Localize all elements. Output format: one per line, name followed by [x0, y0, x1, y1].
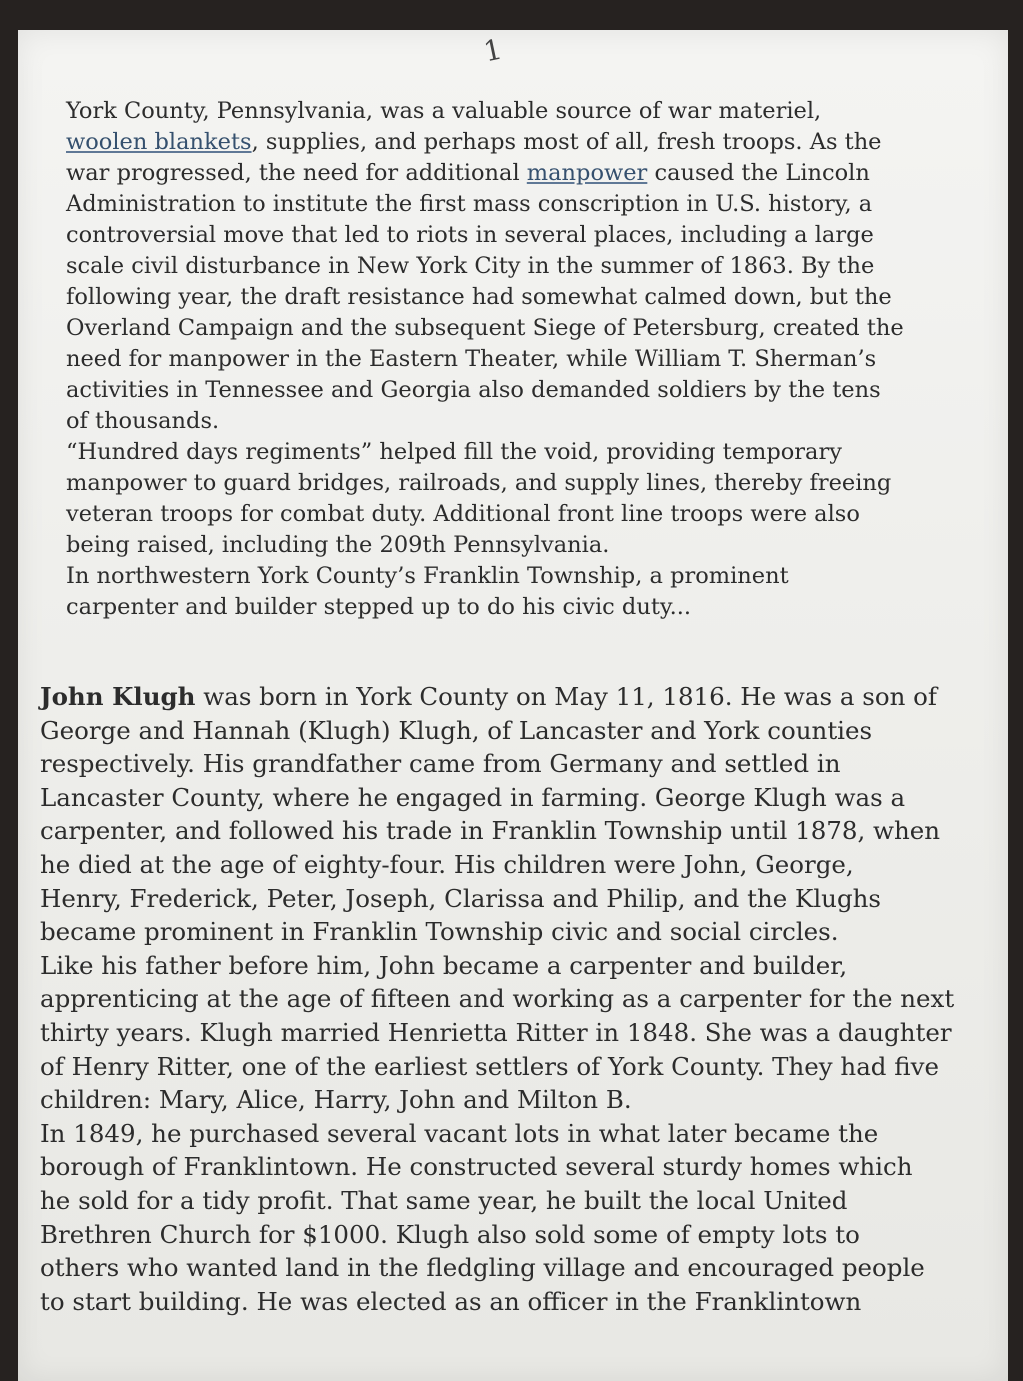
intro-text: controversial move that led to riots in several places, including a large: [66, 222, 874, 248]
intro-line: [66, 313, 966, 344]
subject-name: John Klugh: [40, 682, 196, 711]
intro-text: caused the Lincoln: [647, 160, 870, 186]
intro-text: scale civil disturbance in New York City in the summer of 1863. By the: [66, 253, 875, 279]
bio-line: [40, 814, 980, 848]
bio-text: others who wanted land in the fledgling village and encouraged people: [40, 1253, 925, 1283]
intro-line: [66, 251, 966, 282]
intro-text: In northwestern York County’s Franklin Township, a prominent: [66, 563, 789, 589]
intro-text: Administration to institute the first mass conscription in U.S. history, a: [66, 191, 873, 217]
bio-line: [40, 882, 980, 916]
intro-line: [66, 127, 966, 158]
intro-text: following year, the draft resistance had somewhat calmed down, but the: [66, 284, 892, 310]
bio-line: [40, 747, 980, 781]
bio-line: [40, 1016, 980, 1050]
bio-line: [40, 781, 980, 815]
intro-text: of thousands.: [66, 408, 220, 434]
intro-line: [66, 530, 966, 561]
document-page: [18, 30, 1008, 1381]
intro-text: manpower to guard bridges, railroads, and supply lines, thereby freeing: [66, 470, 892, 496]
bio-line: [40, 1251, 980, 1285]
bio-line: [40, 1218, 980, 1252]
bio-text: Lancaster County, where he engaged in farming. George Klugh was a: [40, 782, 906, 812]
intro-text: war progressed, the need for additional: [66, 160, 527, 186]
bio-line: [40, 1184, 980, 1218]
bio-text: thirty years. Klugh married Henrietta Ritter in 1848. She was a daughter: [40, 1017, 952, 1047]
bio-text: of Henry Ritter, one of the earliest settlers of York County. They had five: [40, 1051, 939, 1081]
bio-line: [40, 1117, 980, 1151]
bio-line: [40, 1150, 980, 1184]
bio-text: Henry, Frederick, Peter, Joseph, Clarissa and Philip, and the Klughs: [40, 883, 881, 913]
bio-text: borough of Franklintown. He constructed several sturdy homes which: [40, 1152, 913, 1182]
bio-line: [40, 982, 980, 1016]
intro-text: York County, Pennsylvania, was a valuable source of war materiel,: [66, 98, 822, 124]
intro-line: [66, 437, 966, 468]
intro-text: carpenter and builder stepped up to do his civic duty...: [66, 594, 692, 620]
intro-line: [66, 499, 966, 530]
intro-line: [66, 158, 966, 189]
intro-text: activities in Tennessee and Georgia also demanded soldiers by the tens: [66, 377, 881, 403]
bio-line: [40, 949, 980, 983]
intro-text: being raised, including the 209th Pennsylvania.: [66, 532, 610, 558]
bio-text: carpenter, and followed his trade in Franklin Township until 1878, when: [40, 816, 941, 846]
bio-line: [40, 1083, 980, 1117]
bio-text: Brethren Church for $1000. Klugh also sold some of empty lots to: [40, 1219, 860, 1249]
bio-line: [40, 1050, 980, 1084]
intro-text: veteran troops for combat duty. Additional front line troops were also: [66, 501, 860, 527]
bio-text: George and Hannah (Klugh) Klugh, of Lancaster and York counties: [40, 715, 873, 745]
intro-line: [66, 592, 966, 623]
bio-line: [40, 1285, 980, 1319]
intro-line: [66, 96, 966, 127]
intro-paragraph: [66, 96, 966, 623]
intro-line: [66, 468, 966, 499]
intro-line: [66, 561, 966, 592]
intro-line: [66, 406, 966, 437]
bio-line: [40, 680, 980, 714]
bio-text: apprenticing at the age of fifteen and working as a carpenter for the next: [40, 984, 955, 1014]
bio-text: was born in York County on May 11, 1816. He was a son of: [195, 682, 937, 711]
intro-text: need for manpower in the Eastern Theater, while William T. Sherman’s: [66, 346, 877, 372]
bio-line: [40, 714, 980, 748]
biography-paragraph: [40, 680, 980, 1318]
bio-text: became prominent in Franklin Township civic and social circles.: [40, 917, 839, 947]
bio-text: to start building. He was elected as an officer in the Franklintown: [40, 1286, 862, 1316]
bio-text: respectively. His grandfather came from Germany and settled in: [40, 749, 841, 779]
intro-text: Overland Campaign and the subsequent Siege of Petersburg, created the: [66, 315, 904, 341]
bio-text: children: Mary, Alice, Harry, John and Milton B.: [40, 1085, 632, 1115]
hyperlink-woolen-blankets[interactable]: woolen blankets: [66, 129, 252, 155]
intro-line: [66, 189, 966, 220]
bio-line: [40, 915, 980, 949]
handwritten-page-number: 1: [480, 32, 506, 69]
intro-line: [66, 282, 966, 313]
intro-text: “Hundred days regiments” helped fill the void, providing temporary: [66, 439, 842, 465]
bio-text: Like his father before him, John became a carpenter and builder,: [40, 950, 848, 980]
bio-text: In 1849, he purchased several vacant lots in what later became the: [40, 1118, 879, 1148]
bio-text: he sold for a tidy profit. That same year, he built the local United: [40, 1185, 848, 1215]
intro-text: , supplies, and perhaps most of all, fresh troops. As the: [251, 129, 882, 155]
intro-line: [66, 344, 966, 375]
hyperlink-manpower[interactable]: manpower: [526, 160, 648, 186]
bio-text: he died at the age of eighty-four. His children were John, George,: [40, 849, 854, 879]
intro-line: [66, 220, 966, 251]
bio-line: [40, 848, 980, 882]
intro-line: [66, 375, 966, 406]
